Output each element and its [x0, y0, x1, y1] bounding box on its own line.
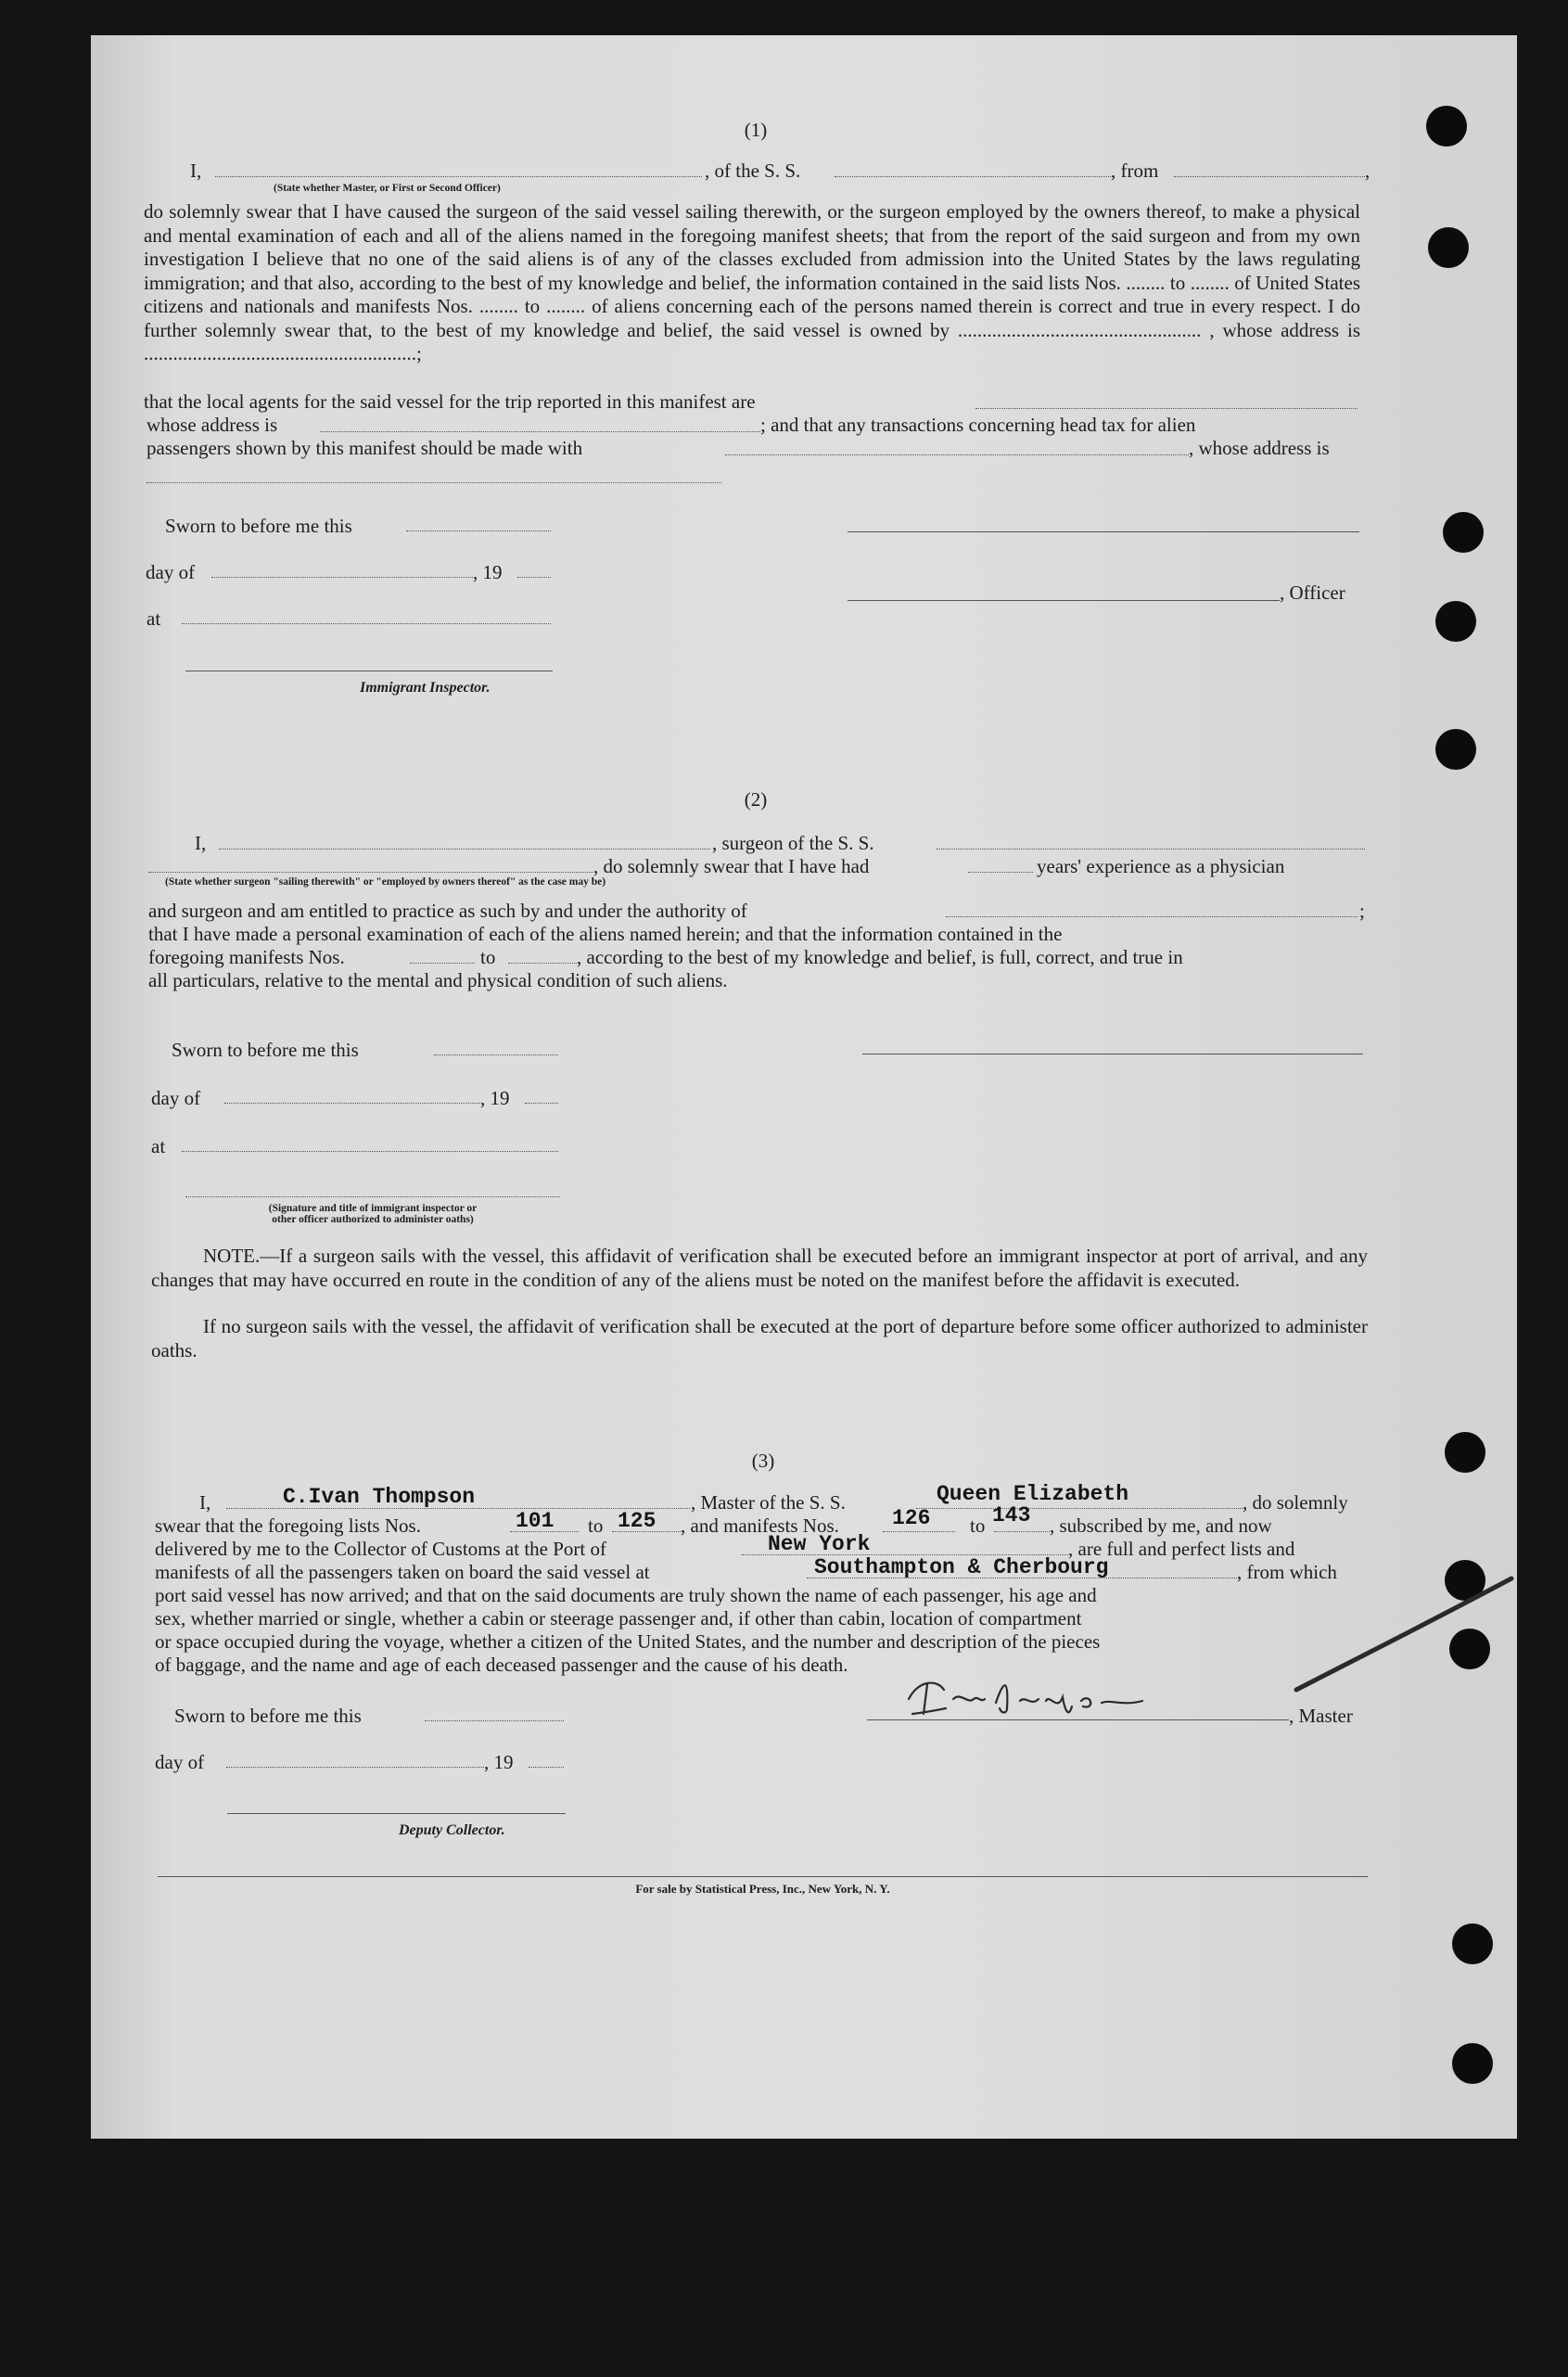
s2-nos-to-line	[508, 963, 577, 964]
s1-day-line	[211, 577, 473, 578]
s3-line2-b: , and manifests Nos.	[681, 1514, 839, 1537]
footer-rule	[158, 1876, 1368, 1877]
s1-passengers: passengers shown by this manifest should be made with	[147, 437, 583, 459]
s1-inspector-label: Immigrant Inspector.	[360, 680, 491, 696]
s2-at: at	[151, 1135, 166, 1157]
s3-year-line	[529, 1767, 564, 1768]
s2-vessel-line	[937, 849, 1365, 850]
s1-day-of: day of	[146, 561, 196, 583]
s3-line7: or space occupied during the voyage, whether a citizen of the United States, and the number and description of the pieces	[155, 1630, 1101, 1653]
s3-line2-to2: to	[970, 1514, 986, 1537]
s2-authority-line	[946, 916, 1358, 917]
punch-hole	[1435, 601, 1476, 642]
s2-year: , 19	[480, 1087, 510, 1109]
s2-years-line	[968, 872, 1033, 873]
s2-swear: , do solemnly swear that I have had	[593, 855, 870, 877]
s2-i: I,	[195, 832, 207, 854]
s1-whose-address: whose address is	[147, 414, 278, 436]
note-para-1: NOTE.—If a surgeon sails with the vessel, this affidavit of verification shall be executed before an immigrant inspector at port of arrival, and any changes that may have occurred en route in the condition of any of the aliens must be noted on the manifest before the affidavit is executed.	[151, 1245, 1368, 1291]
s2-name-line	[219, 849, 710, 850]
s1-trail: ,	[1365, 160, 1370, 182]
s2-line6: all particulars, relative to the mental and physical condition of such aliens.	[148, 969, 728, 991]
s2-signature-note-2: other officer authorized to administer oaths)	[272, 1214, 474, 1225]
s3-sworn: Sworn to before me this	[174, 1705, 362, 1727]
s1-officer-signature-line-1	[848, 531, 1359, 532]
s1-of-ss: , of the S. S.	[705, 160, 801, 182]
s3-master-label: , Master	[1289, 1705, 1353, 1727]
note-para-2: If no surgeon sails with the vessel, the affidavit of verification shall be executed at the port of departure before some officer authorized to administer oaths.	[151, 1315, 1368, 1361]
s3-year: , 19	[484, 1751, 514, 1773]
s1-passengers-line-2	[147, 482, 721, 483]
s3-lists-from: 101	[516, 1509, 555, 1533]
master-signature	[899, 1671, 1178, 1727]
punch-hole	[1452, 2043, 1493, 2084]
s3-lists-to: 125	[618, 1509, 657, 1533]
s1-year: , 19	[473, 561, 503, 583]
s3-master-name: C.Ivan Thompson	[283, 1485, 476, 1509]
s2-day-line	[224, 1103, 480, 1104]
s3-line1-end: , do solemnly	[1243, 1491, 1348, 1514]
s3-master-signature-line	[867, 1719, 1289, 1720]
s2-signature-note-1: (Signature and title of immigrant inspector or	[268, 1203, 478, 1214]
s3-line6: sex, whether married or single, whether a cabin or steerage passenger and, if other than cabin, location of compartment	[155, 1607, 1082, 1629]
s1-from: , from	[1111, 160, 1159, 182]
punch-hole	[1452, 1923, 1493, 1964]
s3-deputy-line	[227, 1813, 566, 1814]
s2-year-line	[525, 1103, 558, 1104]
punch-hole	[1445, 1432, 1485, 1473]
s1-at-line	[182, 623, 551, 624]
punch-hole	[1426, 106, 1467, 147]
s2-nos-from-line	[410, 963, 475, 964]
s1-officer-label: , Officer	[1280, 581, 1345, 604]
s1-vessel-line	[835, 176, 1113, 177]
punch-hole	[1428, 227, 1469, 268]
s2-surgeon-note: (State whether surgeon "sailing therewith" or "employed by owners thereof" as the case may be)	[165, 876, 606, 888]
s2-line4: that I have made a personal examination of each of the aliens named herein; and that the information contained in the	[148, 923, 1063, 945]
s1-sworn: Sworn to before me this	[165, 515, 352, 537]
s1-year-line	[517, 577, 551, 578]
s3-i: I,	[199, 1491, 211, 1514]
s1-officer-signature-line-2	[848, 600, 1280, 601]
s3-line3-a: delivered by me to the Collector of Customs at the Port of	[155, 1538, 606, 1560]
s3-sworn-line	[425, 1720, 564, 1721]
s3-departure: Southampton & Cherbourg	[814, 1555, 1109, 1579]
s1-transactions: ; and that any transactions concerning head tax for alien	[760, 414, 1196, 436]
s2-type-line	[148, 872, 593, 873]
s3-line4-a: manifests of all the passengers taken on board the said vessel at	[155, 1561, 650, 1583]
s3-manifests-from-line	[883, 1531, 955, 1532]
punch-hole	[1443, 512, 1484, 553]
s1-from-line	[1174, 176, 1365, 177]
s2-years: years' experience as a physician	[1037, 855, 1285, 877]
footer-imprint: For sale by Statistical Press, Inc., New York, N. Y.	[635, 1882, 890, 1896]
punch-hole	[1435, 729, 1476, 770]
section-2-number: (2)	[744, 788, 768, 811]
section-3-number: (3)	[751, 1450, 775, 1472]
s1-officer-line	[215, 176, 702, 177]
s1-body: do solemnly swear that I have caused the surgeon of the said vessel sailing therewith, or the surgeon employed by the owners thereof, to make a physical and mental examination of each and all of the aliens named in the foregoing manifest sheets; that from the report of the said surgeon and from my own investigation I believe that no one of the said aliens is of any of the classes excluded from admission into the United States by the laws regulating immigration; and that also, according to the best of my knowledge and belief, the information contained in the said lists Nos. ........ to ........ of United States citizens and nationals and manifests Nos. ........ to ........ of aliens concerning each of the persons named therein is correct and true in every respect. I do further solemnly swear that, to the best of my knowledge and belief, the said vessel is owned by .................................................. , whose address is ........................................................;	[144, 200, 1360, 364]
s3-day-line	[226, 1767, 484, 1768]
s3-line2-to: to	[588, 1514, 604, 1537]
section-1-number: (1)	[744, 119, 768, 141]
s3-vessel: Queen Elizabeth	[937, 1482, 1129, 1506]
s1-sworn-line	[406, 530, 551, 531]
s2-line5-a: foregoing manifests Nos.	[148, 946, 345, 968]
s2-at-line	[182, 1151, 558, 1152]
s3-port: New York	[768, 1532, 871, 1556]
s1-i: I,	[190, 160, 202, 182]
s3-day-of: day of	[155, 1751, 205, 1773]
s1-agents-line	[975, 408, 1358, 409]
s1-passengers-line	[725, 454, 1189, 455]
s2-sworn: Sworn to before me this	[172, 1039, 359, 1061]
s3-line8: of baggage, and the name and age of each deceased passenger and the cause of his death.	[155, 1654, 848, 1676]
s3-deputy-label: Deputy Collector.	[399, 1822, 505, 1838]
s3-vessel-line	[916, 1508, 1243, 1509]
s2-line5-b: , according to the best of my knowledge and belief, is full, correct, and true in	[577, 946, 1183, 968]
s2-sworn-line	[434, 1054, 558, 1055]
s3-line2-a: swear that the foregoing lists Nos.	[155, 1514, 421, 1537]
s3-line5: port said vessel has now arrived; and that on the said documents are truly shown the name of each passenger, his age and	[155, 1584, 1097, 1606]
ink-stroke	[1289, 1567, 1521, 1697]
s1-officer-note: (State whether Master, or First or Second Officer)	[274, 183, 501, 194]
s2-line3-end: ;	[1359, 900, 1365, 922]
s2-line5-to: to	[480, 946, 496, 968]
s2-surgeon: , surgeon of the S. S.	[712, 832, 874, 854]
s1-whose-address-is: , whose address is	[1189, 437, 1330, 459]
s1-address-line	[320, 431, 760, 432]
s3-manifests-to-line	[994, 1531, 1050, 1532]
s3-manifests-from: 126	[892, 1506, 931, 1530]
s3-line2-c: , subscribed by me, and now	[1050, 1514, 1272, 1537]
s2-line3: and surgeon and am entitled to practice as such by and under the authority of	[148, 900, 747, 922]
s3-manifests-to: 143	[992, 1503, 1031, 1527]
s2-inspector-line	[185, 1196, 560, 1197]
s1-at: at	[147, 607, 161, 630]
s2-day-of: day of	[151, 1087, 201, 1109]
s3-line4-b: , from which	[1237, 1561, 1337, 1583]
s1-agents: that the local agents for the said vessel for the trip reported in this manifest are	[144, 390, 756, 413]
s3-line3-b: , are full and perfect lists and	[1068, 1538, 1295, 1560]
s3-master: , Master of the S. S.	[691, 1491, 846, 1514]
